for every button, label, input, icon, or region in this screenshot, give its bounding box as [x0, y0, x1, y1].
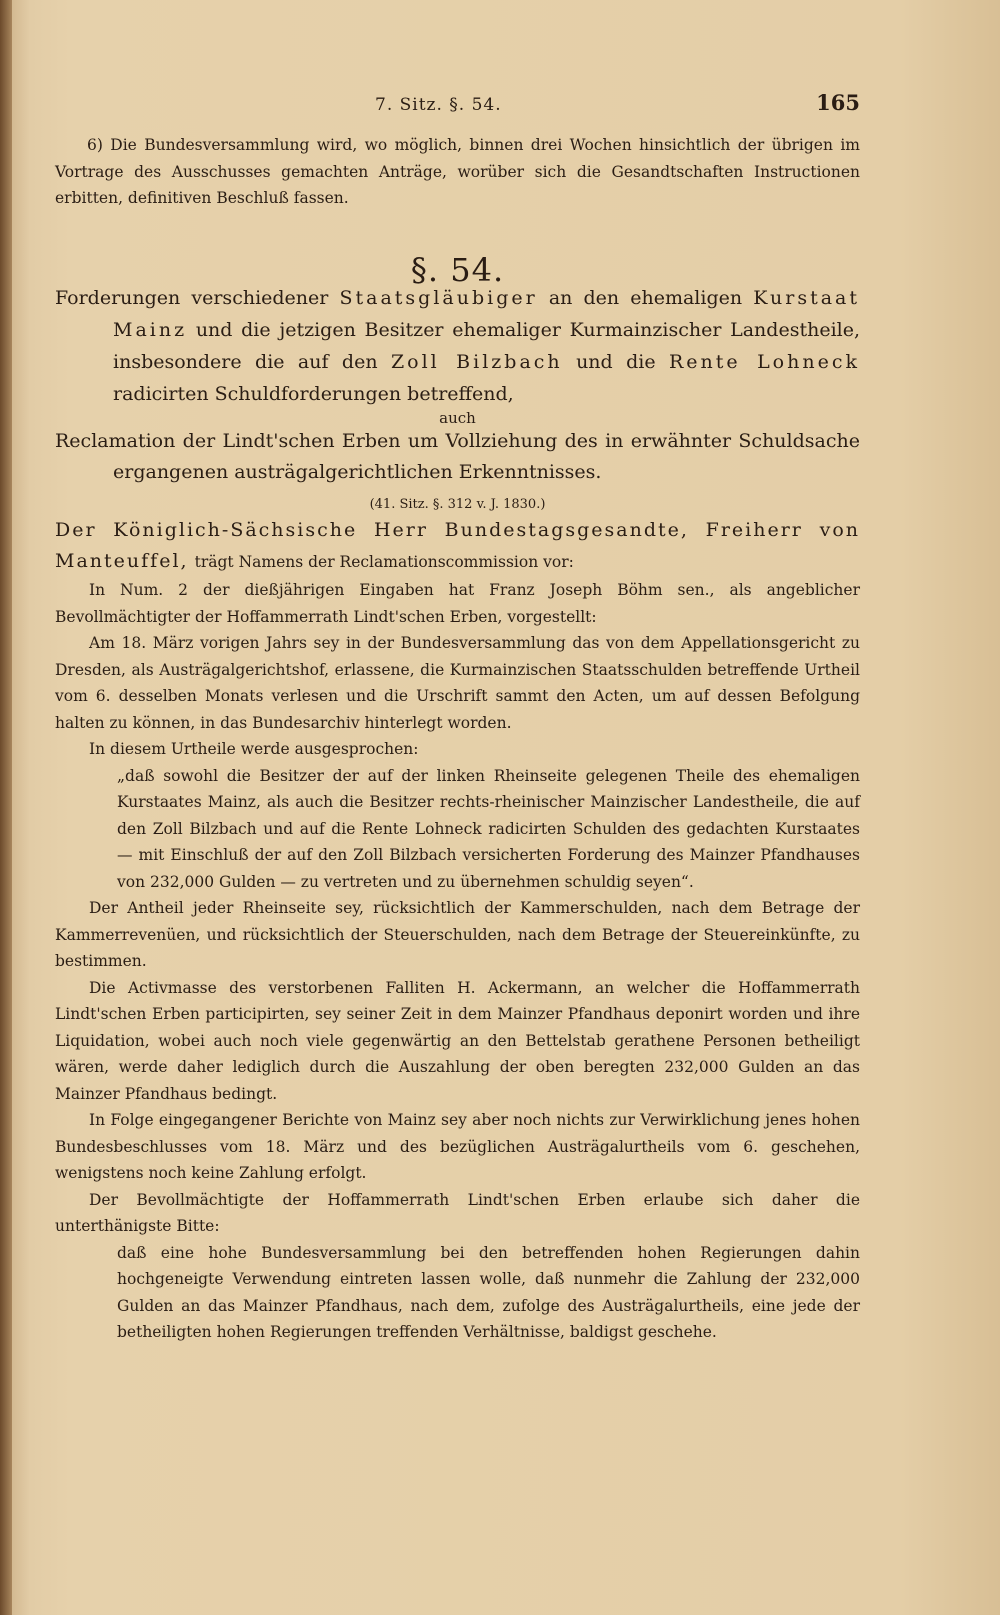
- heading-text-5: radicirten Schuldforderungen betreffend,: [113, 383, 514, 405]
- quoted-judgement: „daß sowohl die Besitzer der auf der linken Rheinseite gelegenen Theile des ehemaligen Kurstaates Mainz, als auch die Besitzer rechts-rheinischer Mainzischer Landestheile, die auf den Zoll Bilzbach und auf die Rente Lohneck radicirten Schulden des gedachten Kurstaates — mit Einschluß der auf den Zoll Bilzbach versicherten Forderung des Mainzer Pfandhauses von 232,000 Gulden — zu vertreten und zu übernehmen schuldig seyen“.: [117, 766, 860, 891]
- paragraph-7: Der Bevollmächtigte der Hoffammerrath Lindt'schen Erben erlaube sich daher die unterthänigste Bitte:: [55, 1190, 860, 1235]
- quoted-petition: daß eine hohe Bundesversammlung bei den betreffenden hohen Regierungen dahin hochgeneigte Verwendung eintreten lassen wolle, daß nunmehr die Zahlung der 232,000 Gulden an das Mainzer Pfandhaus, nach dem, zufolge des Austrägalurtheils, eine jede der betheiligten hohen Regierungen treffenden Verhältnisse, baldigst geschehe.: [117, 1243, 860, 1341]
- heading-kurstaat: Kurstaat Mainz: [113, 287, 860, 341]
- heading-text-2: an den ehemaligen: [548, 287, 743, 309]
- running-title: 7. Sitz. §. 54.: [375, 95, 502, 115]
- intro-text: trägt Namens der Reclamationscommission vor:: [194, 553, 574, 571]
- paragraph-2: Am 18. März vorigen Jahrs sey in der Bundesversammlung das von dem Appellationsgericht zu Dresden, als Austrägalgerichtshof, erlassene, die Kurmainzischen Staatsschulden betreffende Urtheil vom 6. desselben Monats verlesen und die Urschrift sammt den Acten, um auf dessen Befolgung halten zu können, in das Bundesarchiv hinterlegt worden.: [55, 634, 860, 732]
- heading-erben: Lindt'schen Erben: [222, 430, 401, 452]
- body-text: [55, 577, 860, 1346]
- paragraph-5: Die Activmasse des verstorbenen Falliten H. Ackermann, an welcher die Hoffammerrath Lindt'schen Erben participirten, sey seiner Zeit in dem Mainzer Pfandhaus deponirt worden und ihre Liquidation, wobei auch noch viele gegenwärtig an den Bettelstab gerathene Personen betheiligt wären, werde daher lediglich durch die Auszahlung der oben beregten 232,000 Gulden an das Mainzer Pfandhaus bedingt.: [55, 978, 860, 1103]
- paragraph-4: Der Antheil jeder Rheinseite sey, rücksichtlich der Kammerschulden, nach dem Betrage der Kammerrevenüen, und rücksichtlich der Steuerschulden, nach dem Betrage der Steuereinkünfte, zu bestimmen.: [55, 899, 860, 970]
- section-heading-2: [55, 426, 860, 488]
- envoy-name: Der Königlich-Sächsische Herr Bundestagsgesandte, Freiherr von Manteuffel,: [55, 519, 860, 572]
- book-spine: [0, 0, 12, 1615]
- intro-paragraph: [55, 515, 860, 578]
- heading-connector: auch: [439, 409, 476, 427]
- heading-rente: Rente Lohneck: [669, 351, 860, 373]
- heading-text-4: und die: [576, 351, 656, 373]
- paragraph-3: In diesem Urtheile werde ausgesprochen:: [89, 740, 419, 758]
- sitting-reference: (41. Sitz. §. 312 v. J. 1830.): [369, 497, 546, 512]
- heading-text-3: und die jetzigen Besitzer ehemaliger Kurmainzischer Landestheile, insbesondere die auf den: [113, 319, 861, 373]
- page-header: [55, 92, 860, 122]
- heading-staatsglaeubiger: Staatsgläubiger: [339, 287, 538, 309]
- section-heading: [55, 282, 860, 410]
- heading-text-1: Forderungen verschiedener: [55, 287, 329, 309]
- section-number: §. 54.: [410, 251, 505, 289]
- heading-text-6: Reclamation der: [55, 430, 216, 452]
- paragraph-1: In Num. 2 der dießjährigen Eingaben hat Franz Joseph Böhm sen., als angeblicher Bevollmächtigter der Hoffammerrath Lindt'schen Erben, vorgestellt:: [55, 581, 860, 626]
- heading-zoll: Zoll Bilzbach: [390, 351, 563, 373]
- page-number: 165: [816, 90, 860, 115]
- item-6-paragraph: 6) Die Bundesversammlung wird, wo möglich, binnen drei Wochen hinsichtlich der übrigen im Vortrage des Ausschusses gemachten Anträge, worüber sich die Gesandtschaften Instructionen erbitten, definitiven Beschluß fassen.: [55, 136, 860, 207]
- paragraph-6: In Folge eingegangener Berichte von Mainz sey aber noch nichts zur Verwirklichung jenes hohen Bundesbeschlusses vom 18. März und des bezüglichen Austrägalurtheils vom 6. geschehen, wenigstens noch keine Zahlung erfolgt.: [55, 1111, 860, 1182]
- heading-text-7: um Vollziehung des in erwähnter Schuldsache ergangenen austrägalgerichtlichen Erkenntnisses.: [113, 430, 860, 483]
